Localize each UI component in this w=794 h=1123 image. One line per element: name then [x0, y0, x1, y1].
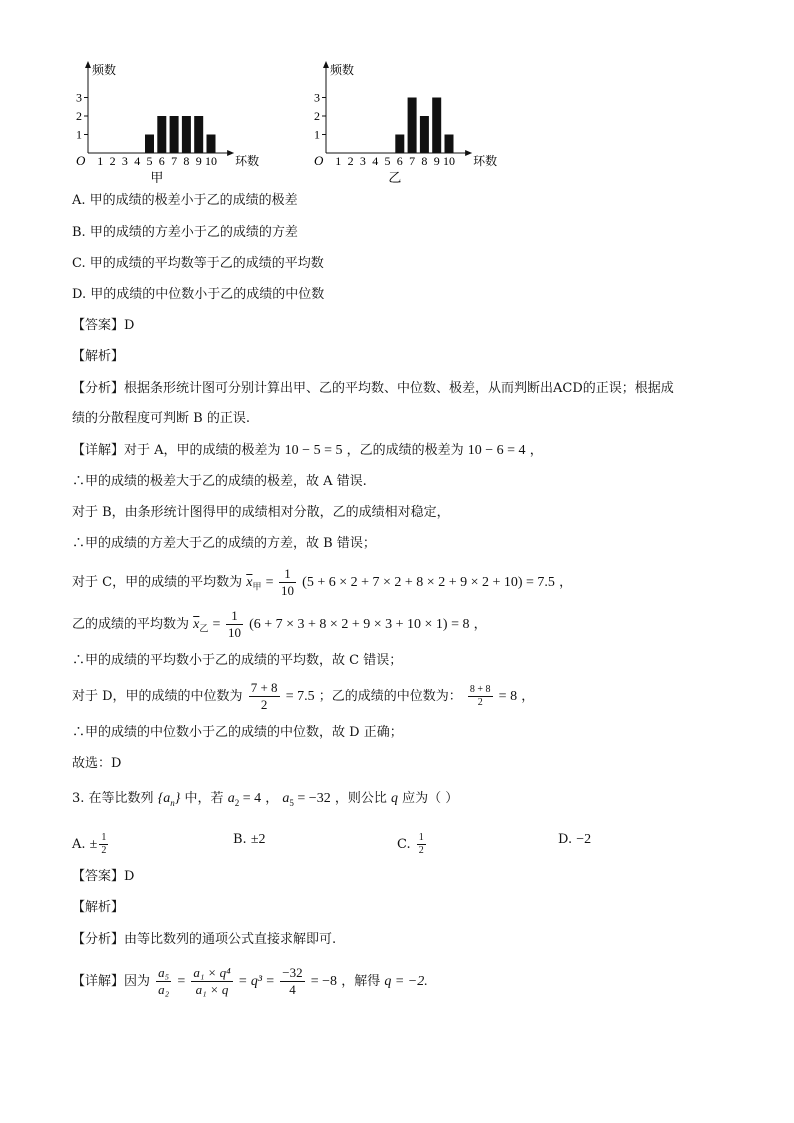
- detail-c-line-1: [72, 566, 572, 601]
- detail-b-line: 对于 B，由条形统计图得甲的成绩相对分散，乙的成绩相对稳定，: [72, 505, 450, 520]
- y-tick-label: 1: [76, 127, 82, 142]
- bar: [432, 98, 441, 154]
- y-axis-label: 频数: [330, 63, 355, 77]
- y-tick-label: 2: [76, 109, 82, 123]
- x-tick-label: 10: [205, 154, 217, 168]
- detail-c-line-2: [72, 608, 487, 643]
- option-b: B. 甲的成绩的方差小于乙的成绩的方差: [72, 225, 298, 240]
- eq-sign-1: =: [265, 575, 278, 590]
- bar: [408, 98, 417, 154]
- y-axis-arrow: [323, 61, 329, 68]
- q3-detail-text-1: 【详解】因为: [72, 974, 151, 989]
- q3-q-cubed: q³: [250, 974, 263, 989]
- x-axis-arrow: [227, 150, 234, 156]
- detail-a-text-2: ，乙的成绩的极差为: [346, 443, 464, 458]
- x-tick-label: 3: [121, 154, 128, 168]
- x-tick-label: 1: [335, 154, 342, 168]
- fraction-one-tenth-1: $\frac{1}{10}$: [281, 566, 295, 598]
- x-tick-label: 6: [158, 154, 165, 168]
- q3-stem-text-3: ，则公比: [334, 791, 387, 806]
- q3-answer: 【答案】D: [72, 869, 135, 884]
- x-axis-label: 环数: [235, 154, 260, 168]
- origin-label: O: [76, 153, 86, 168]
- detail-a-line: [72, 442, 543, 460]
- x-tick-label: 7: [171, 154, 178, 168]
- detail-c-math-2: (6 + 7 × 3 + 8 × 2 + 9 × 3 + 10 × 1) = 8: [249, 617, 470, 632]
- option-a: A. 甲的成绩的极差小于乙的成绩的极差: [72, 193, 298, 208]
- q3-option-a: A. ± $\frac{1}{2}$: [72, 832, 107, 856]
- detail-a-text-1: 【详解】对于 A，甲的成绩的极差为: [72, 443, 281, 458]
- detail-c-text-1: 对于 C，甲的成绩的平均数为: [72, 575, 243, 590]
- x-tick-label: 2: [347, 154, 354, 168]
- y-tick-label: 1: [314, 127, 320, 142]
- detail-a-conclusion: ∴甲的成绩的极差大于乙的成绩的极差，故 A 错误.: [72, 474, 367, 489]
- detail-d-comma: ，: [521, 689, 535, 704]
- q3-detail-text-2: ，解得: [341, 974, 381, 989]
- x-tick-label: 8: [421, 154, 428, 168]
- q3-detail: 【详解】因为 $\frac{\text{a₅}}{\text{a₂}}$ = $\frac{\text{a₁ × q⁴}}{\text{a₁ × q}}$ = q³ = $\frac{-32}{4}$ = −8 ，解得 q = −2.: [72, 965, 428, 997]
- q3-seq: $\{a_n\}$: [157, 791, 181, 808]
- fenxi-line-1: 【分析】根据条形统计图可分别计算出甲、乙的平均数、中位数、极差，从而判断出ACD的正误；根据成: [72, 381, 674, 396]
- q3-frac-a5-a2: $\frac{\text{a₅}}{\text{a₂}}$: [158, 965, 170, 997]
- detail-a-math-1: 10 − 5 = 5: [284, 443, 343, 458]
- bar: [207, 135, 216, 154]
- x-tick-label: 6: [396, 154, 403, 168]
- median-yi-fraction: $\frac{8 + 8}{2}$: [469, 684, 491, 708]
- chart-title: 乙: [388, 171, 402, 183]
- x-tick-label: 7: [409, 154, 416, 168]
- detail-a-math-2: 10 − 6 = 4: [467, 443, 526, 458]
- xbar-yi-sub: 乙: [199, 624, 209, 635]
- q3-stem-text-1: 3. 在等比数列: [72, 791, 154, 806]
- median-yi-value: = 8: [498, 689, 518, 704]
- q3-result: q = −2.: [384, 974, 428, 989]
- q3-option-b: B. ±2: [233, 832, 266, 847]
- detail-d-text-1: 对于 D，甲的成绩的中位数为: [72, 689, 243, 704]
- median-jia-fraction: $\frac{7 + 8}{2}$: [250, 680, 278, 712]
- x-axis-label: 环数: [473, 154, 498, 168]
- fenxi-line-2: 绩的分散程度可判断 B 的正误.: [72, 411, 250, 426]
- q3-analysis-label: 【解析】: [72, 900, 125, 915]
- detail-a-text-3: ，: [529, 443, 543, 458]
- y-axis-label: 频数: [92, 63, 117, 77]
- bar: [157, 116, 166, 153]
- x-tick-label: 5: [384, 154, 391, 168]
- bar-chart-jia: [60, 58, 310, 183]
- q3-option-c: C. $\frac{1}{2}$: [397, 832, 424, 856]
- choose-line: 故选：D: [72, 756, 122, 771]
- q3-fenxi: 【分析】由等比数列的通项公式直接求解即可.: [72, 932, 337, 947]
- q3-option-d: D. −2: [558, 832, 592, 847]
- xbar-yi: $\overline{x}$: [193, 617, 200, 632]
- y-axis-arrow: [85, 61, 91, 68]
- detail-d-conclusion: ∴甲的成绩的中位数小于乙的成绩的中位数，故 D 正确；: [72, 725, 403, 740]
- q3-a5: $a_5 = -32$: [282, 791, 331, 808]
- median-jia-value: = 7.5: [285, 689, 315, 704]
- xbar-jia: $\overline{x}$: [246, 575, 253, 590]
- option-d: D. 甲的成绩的中位数小于乙的成绩的中位数: [72, 287, 325, 302]
- x-tick-label: 4: [372, 154, 379, 168]
- bar: [170, 116, 179, 153]
- x-tick-label: 2: [109, 154, 116, 168]
- y-tick-label: 3: [314, 90, 320, 105]
- q3-frac-neg32-4: $\frac{-32}{4}$: [282, 965, 303, 997]
- analysis-label: 【解析】: [72, 349, 125, 364]
- x-tick-label: 1: [97, 154, 104, 168]
- origin-label: O: [314, 153, 324, 168]
- x-tick-label: 4: [134, 154, 141, 168]
- bar: [194, 116, 203, 153]
- q3-stem: [72, 790, 458, 812]
- q3-stem-text-2: 中，若: [184, 791, 224, 806]
- y-tick-label: 2: [314, 109, 320, 123]
- eq-sign-2: =: [212, 617, 224, 632]
- q3-q: q: [391, 791, 398, 806]
- q3-sep: ，: [265, 791, 279, 806]
- bar: [420, 116, 429, 153]
- bar: [445, 135, 454, 154]
- chart-title: 甲: [150, 171, 164, 183]
- bar-chart-yi: [298, 58, 548, 183]
- x-tick-label: 8: [183, 154, 190, 168]
- q3-neg8: = −8: [310, 974, 338, 989]
- xbar-jia-sub: 甲: [252, 582, 262, 593]
- x-tick-label: 5: [146, 154, 153, 168]
- detail-d-text-2: ；乙的成绩的中位数为：: [318, 689, 462, 704]
- detail-c-math-1: (5 + 6 × 2 + 7 × 2 + 8 × 2 + 9 × 2 + 10) = 7.5: [302, 575, 555, 590]
- bar: [395, 135, 404, 154]
- q3-stem-text-4: 应为（ ）: [402, 791, 459, 806]
- option-c: C. 甲的成绩的平均数等于乙的成绩的平均数: [72, 256, 324, 271]
- q3-frac-q4-q: $\frac{\text{a₁ × q⁴}}{\text{a₁ × q}}$: [193, 965, 231, 997]
- bar: [182, 116, 191, 153]
- detail-c-comma-1: ，: [559, 575, 573, 590]
- answer-label: 【答案】D: [72, 318, 135, 333]
- fraction-one-tenth-2: $\frac{1}{10}$: [227, 608, 241, 640]
- x-tick-label: 9: [195, 154, 202, 168]
- detail-b-conclusion: ∴甲的成绩的方差大于乙的成绩的方差，故 B 错误；: [72, 536, 376, 551]
- bar: [145, 135, 154, 154]
- x-axis-arrow: [465, 150, 472, 156]
- x-tick-label: 10: [443, 154, 455, 168]
- x-tick-label: 9: [433, 154, 440, 168]
- q3-a2: $a_2 = 4$: [227, 791, 262, 808]
- detail-c-conclusion: ∴甲的成绩的平均数小于乙的成绩的平均数，故 C 错误；: [72, 653, 403, 668]
- detail-c-comma-2: ，: [473, 617, 487, 632]
- detail-d-line: [72, 680, 534, 713]
- detail-c-text-2: 乙的成绩的平均数为: [72, 617, 190, 632]
- y-tick-label: 3: [76, 90, 82, 105]
- x-tick-label: 3: [359, 154, 366, 168]
